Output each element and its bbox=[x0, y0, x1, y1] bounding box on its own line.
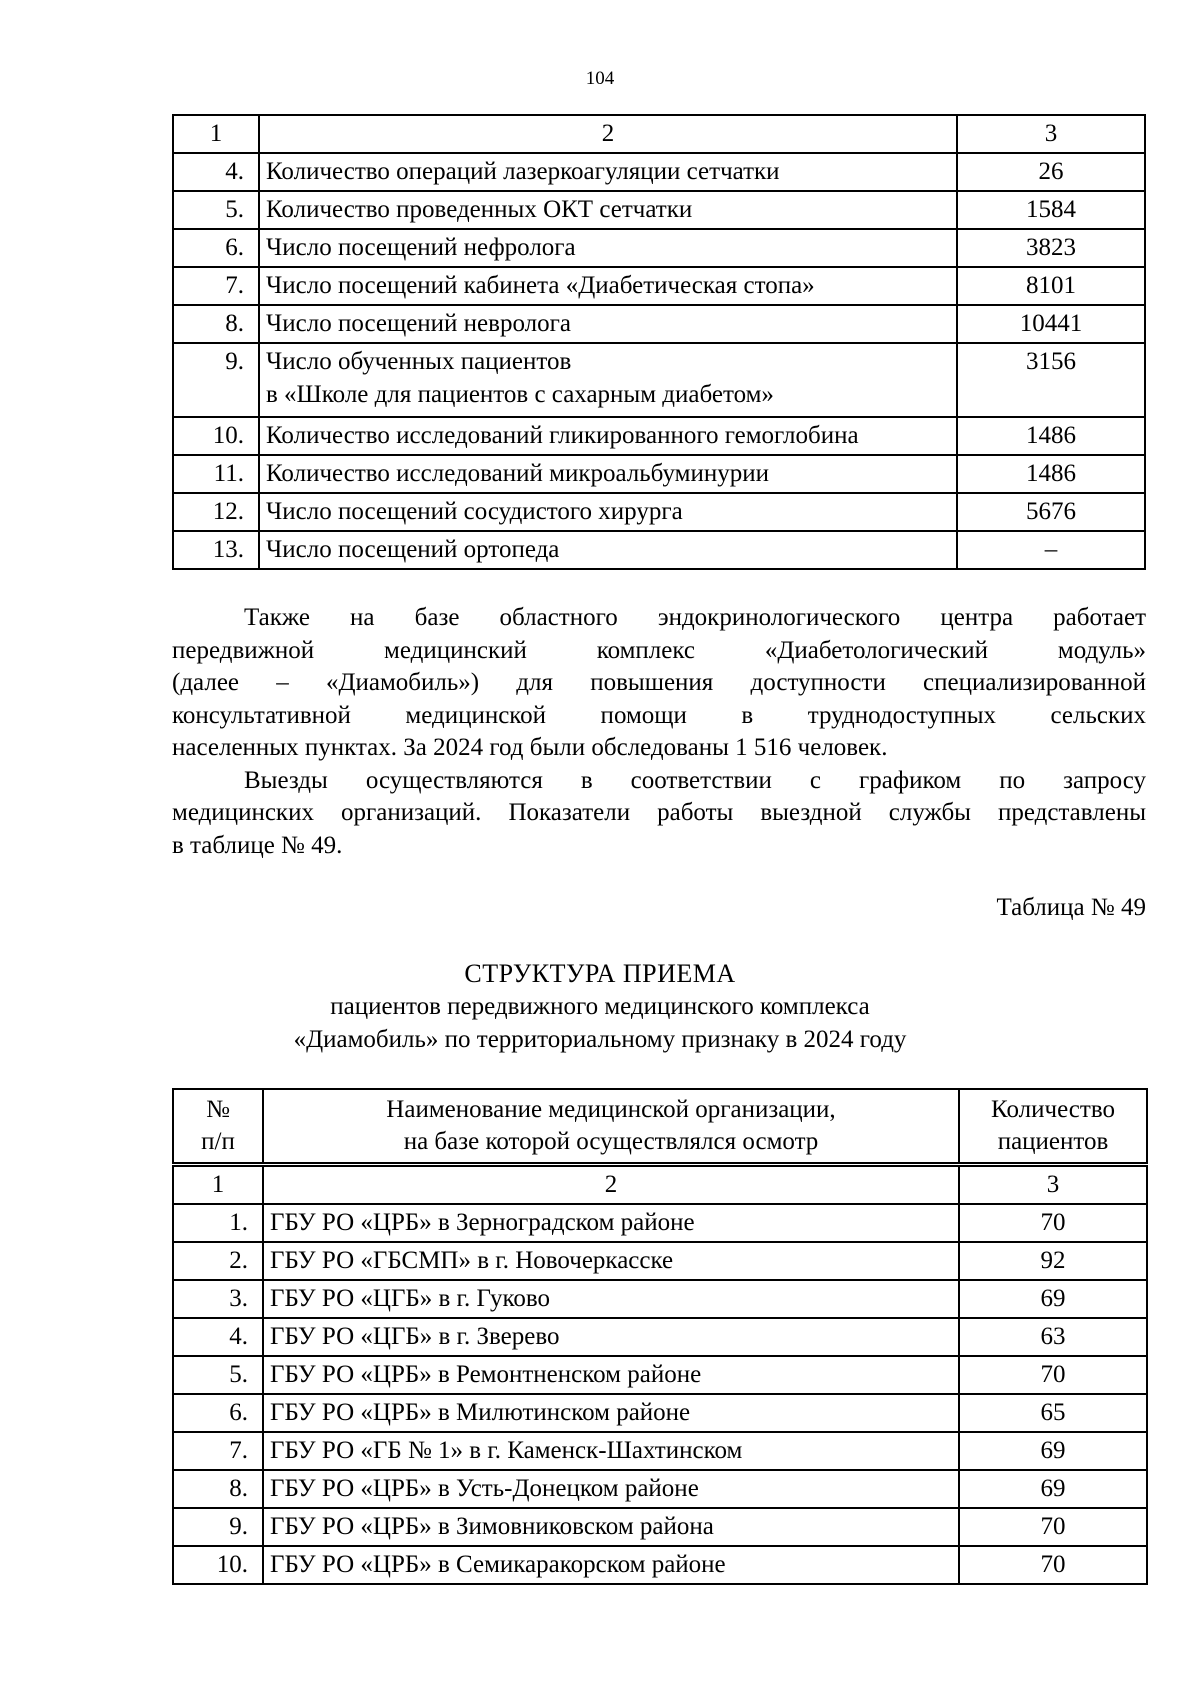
table-row bbox=[173, 1318, 1147, 1356]
row-value: 65 bbox=[959, 1394, 1147, 1432]
table-cell: 1 bbox=[173, 1165, 263, 1205]
row-name: Количество операций лазеркоагуляции сетчатки bbox=[259, 153, 957, 191]
row-name: Число посещений ортопеда bbox=[259, 531, 957, 569]
table-header-row bbox=[173, 1089, 1147, 1165]
row-value: 3156 bbox=[957, 343, 1145, 417]
row-number: 12. bbox=[173, 493, 259, 531]
row-value: 1486 bbox=[957, 455, 1145, 493]
row-number: 7. bbox=[173, 267, 259, 305]
table-row bbox=[173, 191, 1145, 229]
body-text bbox=[172, 602, 1146, 862]
row-number: 4. bbox=[173, 1318, 263, 1356]
row-value: 26 bbox=[957, 153, 1145, 191]
row-number: 5. bbox=[173, 1356, 263, 1394]
row-value: 69 bbox=[959, 1432, 1147, 1470]
row-value: 70 bbox=[959, 1546, 1147, 1584]
table-row bbox=[173, 153, 1145, 191]
table-cell: 2 bbox=[263, 1165, 959, 1205]
row-number: 8. bbox=[173, 305, 259, 343]
row-name: ГБУ РО «ГБ № 1» в г. Каменск-Шахтинском bbox=[263, 1432, 959, 1470]
row-name: Число посещений невролога bbox=[259, 305, 957, 343]
header-text: на базе которой осуществлялся осмотр bbox=[403, 1128, 819, 1155]
row-number: 7. bbox=[173, 1432, 263, 1470]
row-number: 6. bbox=[173, 229, 259, 267]
row-number: 10. bbox=[173, 417, 259, 455]
table-row bbox=[173, 1356, 1147, 1394]
paragraph-line: населенных пунктах. За 2024 год были обследованы 1 516 человек. bbox=[172, 734, 888, 761]
table-caption-title: СТРУКТУРА ПРИЕМА bbox=[464, 959, 736, 988]
row-number: 13. bbox=[173, 531, 259, 569]
row-value: 1584 bbox=[957, 191, 1145, 229]
table-header-row bbox=[173, 115, 1145, 153]
row-number: 10. bbox=[173, 1546, 263, 1584]
row-number: 4. bbox=[173, 153, 259, 191]
row-value: 8101 bbox=[957, 267, 1145, 305]
row-name: Количество проведенных ОКТ сетчатки bbox=[259, 191, 957, 229]
row-number: 11. bbox=[173, 455, 259, 493]
row-name: Число посещений кабинета «Диабетическая стопа» bbox=[259, 267, 957, 305]
row-name: ГБУ РО «ЦГБ» в г. Гуково bbox=[263, 1280, 959, 1318]
table-row bbox=[173, 229, 1145, 267]
row-value: 70 bbox=[959, 1356, 1147, 1394]
indicators-table bbox=[172, 114, 1146, 570]
table-row bbox=[173, 267, 1145, 305]
row-number: 8. bbox=[173, 1470, 263, 1508]
column-number-row bbox=[173, 1165, 1147, 1205]
row-name: ГБУ РО «ЦРБ» в Зерноградском районе bbox=[263, 1204, 959, 1242]
table-row bbox=[173, 493, 1145, 531]
table-cell: 3 bbox=[957, 115, 1145, 153]
row-name bbox=[259, 343, 957, 417]
row-value: – bbox=[957, 531, 1145, 569]
row-name: ГБУ РО «ЦРБ» в Усть-Донецком районе bbox=[263, 1470, 959, 1508]
row-number: 1. bbox=[173, 1204, 263, 1242]
header-text: Наименование медицинской организации, bbox=[386, 1096, 836, 1123]
row-number: 3. bbox=[173, 1280, 263, 1318]
row-value: 69 bbox=[959, 1280, 1147, 1318]
row-name: Число посещений нефролога bbox=[259, 229, 957, 267]
row-value: 3823 bbox=[957, 229, 1145, 267]
row-name: ГБУ РО «ЦРБ» в Зимовниковском района bbox=[263, 1508, 959, 1546]
header-cell-count bbox=[959, 1089, 1147, 1165]
row-name-line: Число обученных пациентов bbox=[266, 348, 572, 375]
header-text: п/п bbox=[201, 1128, 235, 1155]
row-number: 6. bbox=[173, 1394, 263, 1432]
row-name: Количество исследований микроальбуминурии bbox=[259, 455, 957, 493]
row-value: 70 bbox=[959, 1204, 1147, 1242]
paragraph-line: в таблице № 49. bbox=[172, 831, 343, 859]
table-row bbox=[173, 1470, 1147, 1508]
table-row bbox=[173, 417, 1145, 455]
row-value: 70 bbox=[959, 1508, 1147, 1546]
row-name-line: в «Школе для пациентов с сахарным диабетом» bbox=[266, 381, 774, 408]
table-row bbox=[173, 343, 1145, 417]
row-name: ГБУ РО «ЦРБ» в Семикаракорском районе bbox=[263, 1546, 959, 1584]
row-value: 5676 bbox=[957, 493, 1145, 531]
table-cell: 1 bbox=[173, 115, 259, 153]
row-number: 2. bbox=[173, 1242, 263, 1280]
row-value: 69 bbox=[959, 1470, 1147, 1508]
header-cell-number bbox=[173, 1089, 263, 1165]
row-value: 92 bbox=[959, 1242, 1147, 1280]
row-number: 5. bbox=[173, 191, 259, 229]
paragraph-line: (далее – «Диамобиль») для повышения доступности специализированной bbox=[172, 669, 1146, 696]
header-text: Количество bbox=[991, 1096, 1115, 1123]
header-cell-organization bbox=[263, 1089, 959, 1165]
paragraph-line: передвижной медицинский комплекс «Диабетологический модуль» bbox=[172, 636, 1146, 664]
table-row bbox=[173, 531, 1145, 569]
row-value: 63 bbox=[959, 1318, 1147, 1356]
page-number: 104 bbox=[585, 68, 615, 89]
row-value: 1486 bbox=[957, 417, 1145, 455]
table-row bbox=[173, 1204, 1147, 1242]
row-number: 9. bbox=[173, 343, 259, 417]
paragraph-line: Также на базе областного эндокринологического центра работает bbox=[244, 604, 1146, 631]
paragraph-line: консультативной медицинской помощи в труднодоступных сельских bbox=[172, 701, 1146, 729]
paragraph-line: Выезды осуществляются в соответствии с графиком по запросу bbox=[244, 766, 1146, 794]
table-cell: 3 bbox=[959, 1165, 1147, 1205]
header-text: пациентов bbox=[997, 1128, 1109, 1155]
row-name: ГБУ РО «ЦРБ» в Милютинском районе bbox=[263, 1394, 959, 1432]
row-name: ГБУ РО «ЦГБ» в г. Зверево bbox=[263, 1318, 959, 1356]
table-cell: 2 bbox=[259, 115, 957, 153]
table-row bbox=[173, 455, 1145, 493]
row-name: Число посещений сосудистого хирурга bbox=[259, 493, 957, 531]
paragraph-line: медицинских организаций. Показатели работы выездной службы представлены bbox=[172, 799, 1146, 826]
row-value: 10441 bbox=[957, 305, 1145, 343]
row-number: 9. bbox=[173, 1508, 263, 1546]
row-name: ГБУ РО «ГБСМП» в г. Новочеркасске bbox=[263, 1242, 959, 1280]
header-text: № bbox=[206, 1096, 230, 1123]
table-row bbox=[173, 1546, 1147, 1584]
table-row bbox=[173, 305, 1145, 343]
table-row bbox=[173, 1508, 1147, 1546]
row-name: Количество исследований гликированного гемоглобина bbox=[259, 417, 957, 455]
row-name: ГБУ РО «ЦРБ» в Ремонтненском районе bbox=[263, 1356, 959, 1394]
table-row bbox=[173, 1280, 1147, 1318]
diamobile-reception-table bbox=[172, 1088, 1148, 1585]
table-row bbox=[173, 1242, 1147, 1280]
table-caption-line: «Диамобиль» по территориальному признаку в 2024 году bbox=[293, 1026, 907, 1053]
table-row bbox=[173, 1394, 1147, 1432]
table-caption-line: пациентов передвижного медицинского комплекса bbox=[330, 993, 870, 1020]
table-row bbox=[173, 1432, 1147, 1470]
table-label: Таблица № 49 bbox=[996, 894, 1146, 921]
